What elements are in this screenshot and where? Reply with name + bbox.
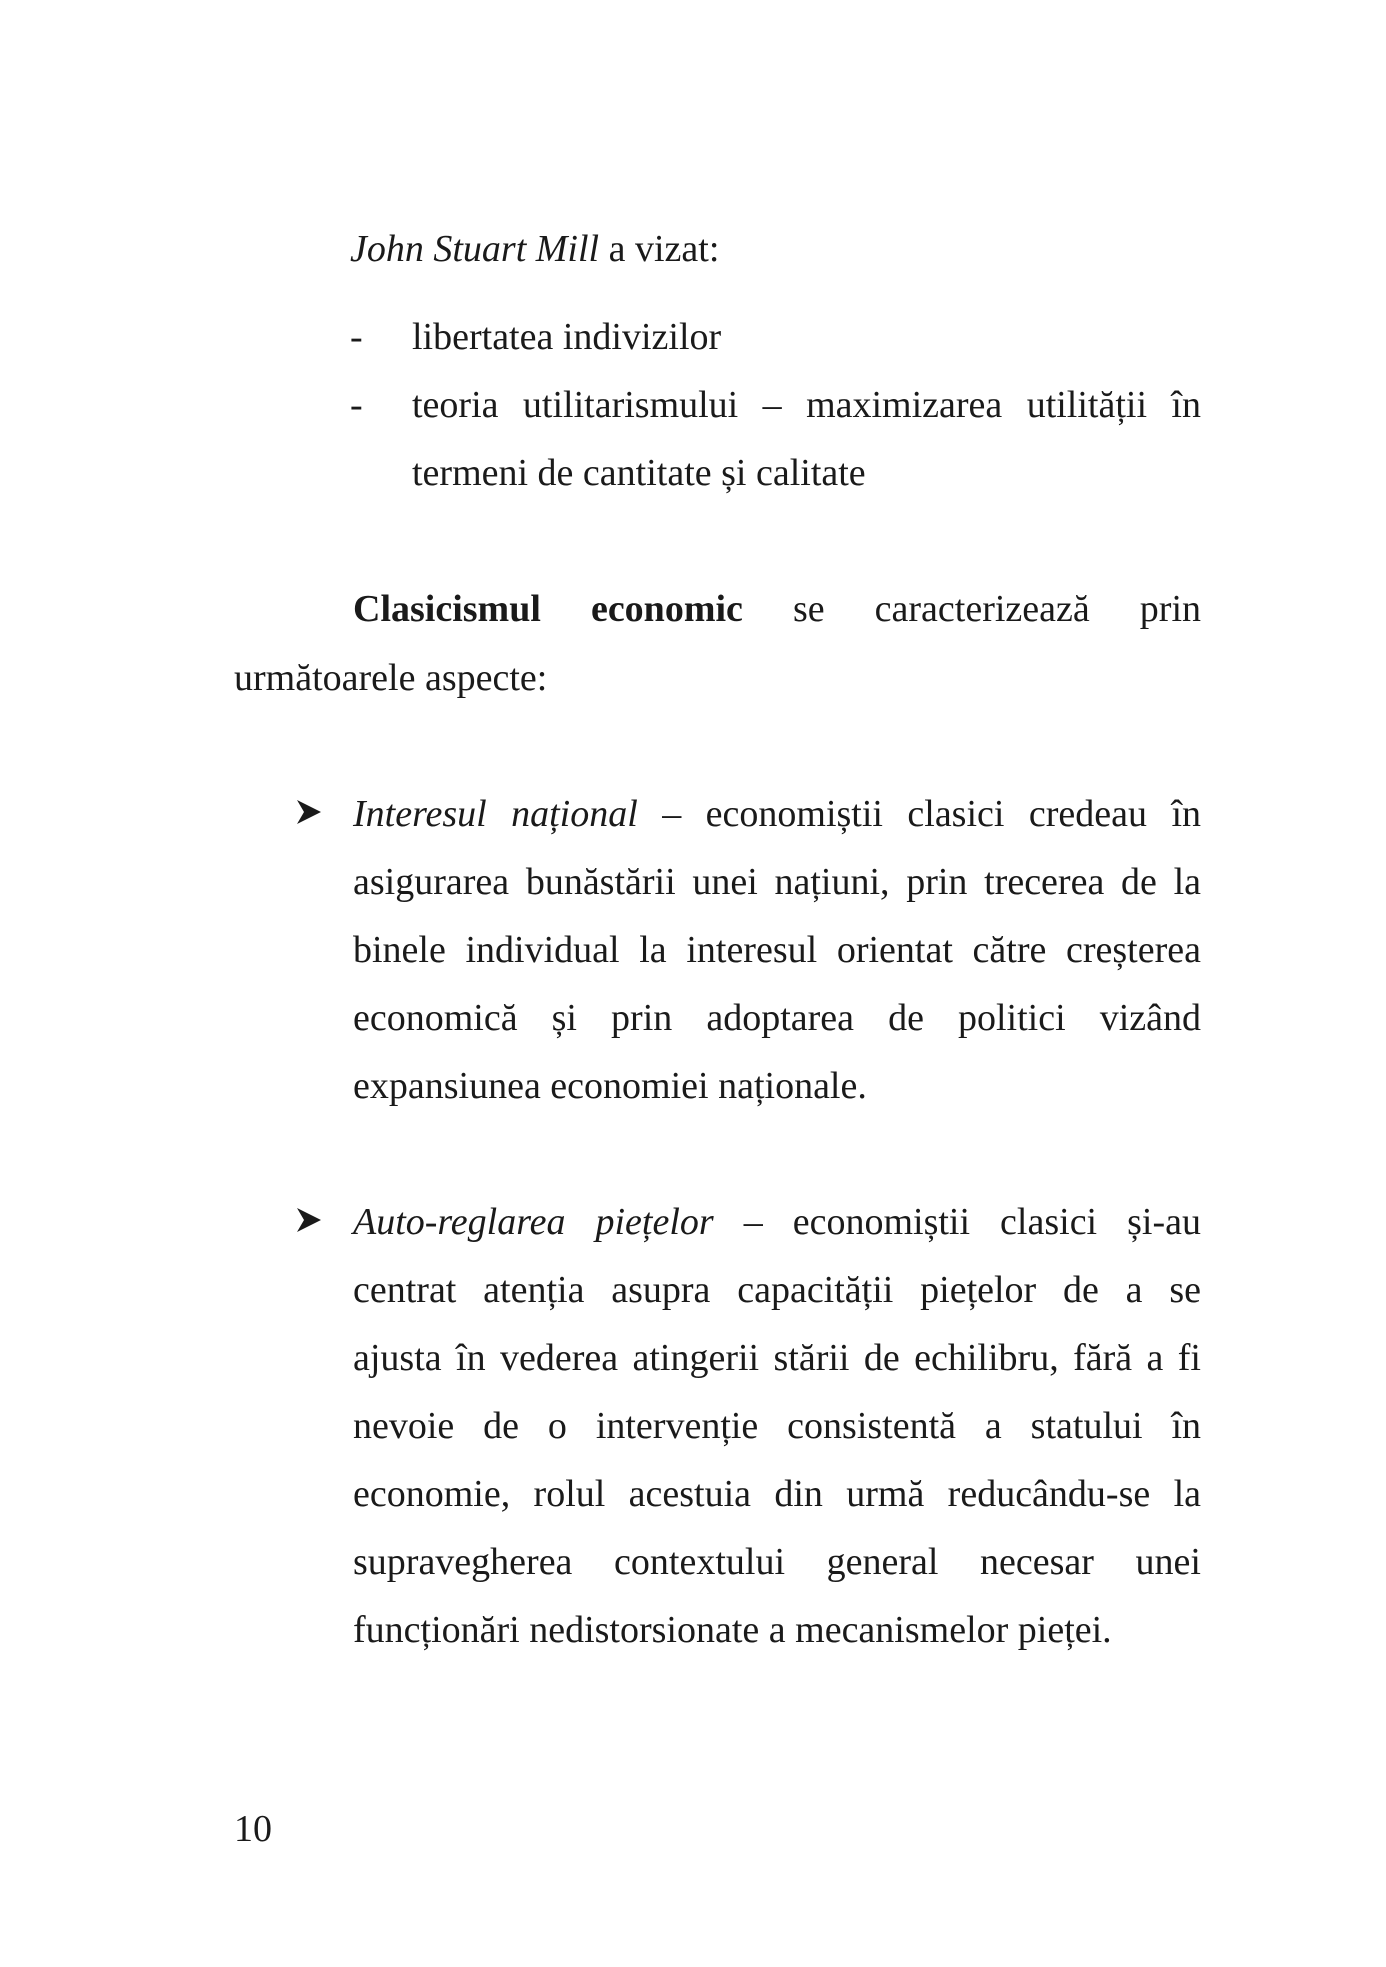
classicism-rest: se caracterizează prin [742, 588, 1201, 630]
aspect-1-line: binele individual la interesul orientat către creșterea [353, 929, 1201, 971]
aspect-2-line: nevoie de o intervenție consistentă a statului în [353, 1405, 1201, 1447]
classicism-line-2: următoarele aspecte: [234, 657, 548, 699]
aspect-2-line: supravegherea contextului general necesar unei [353, 1541, 1201, 1583]
aspect-1-line-1 [353, 795, 1201, 833]
intro-author: John Stuart Mill [350, 228, 600, 270]
aspect-2-line: ajusta în vederea atingerii stării de echilibru, fără a fi [353, 1337, 1201, 1379]
arrow-bullet-icon [294, 797, 324, 827]
classicism-line-1 [353, 590, 1201, 628]
classicism-bold: Clasicismul economic [353, 588, 743, 630]
list-item-text: termeni de cantitate și calitate [412, 452, 866, 494]
aspect-2-line: centrat atenția asupra capacității piețelor de a se [353, 1269, 1201, 1311]
aspect-2-line: economie, rolul acestuia din urmă reducându-se la [353, 1473, 1201, 1515]
page-number: 10 [234, 1808, 272, 1850]
aspect-1-line: economică și prin adoptarea de politici vizând [353, 997, 1201, 1039]
arrow-bullet-icon [294, 1205, 324, 1235]
intro-rest: a vizat: [599, 228, 720, 270]
aspect-1-line: expansiunea economiei naționale. [353, 1065, 867, 1107]
list-item-text: teoria utilitarismului – maximizarea utilității în [412, 384, 1201, 426]
list-dash: - [350, 316, 363, 358]
aspect-1-title: Interesul național [353, 793, 638, 835]
aspect-1-rest: – economiștii clasici credeau în [637, 793, 1202, 835]
aspect-2-line: funcționări nedistorsionate a mecanismelor pieței. [353, 1609, 1112, 1651]
intro-line [350, 230, 719, 268]
list-item-text: libertatea indivizilor [412, 316, 722, 358]
aspect-2-line-1 [353, 1203, 1201, 1241]
aspect-1-line: asigurarea bunăstării unei națiuni, prin trecerea de la [353, 861, 1201, 903]
aspect-2-title: Auto-reglarea piețelor [353, 1201, 714, 1243]
aspect-2-rest: – economiștii clasici și-au [713, 1201, 1201, 1243]
list-dash: - [350, 384, 363, 426]
